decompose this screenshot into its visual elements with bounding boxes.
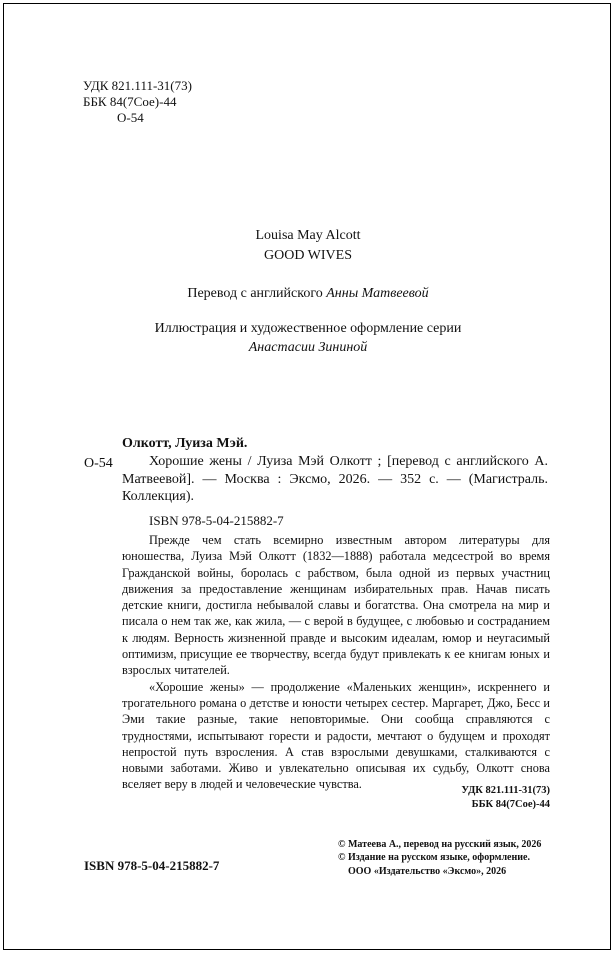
udk-code: УДК 821.111-31(73) (83, 78, 192, 93)
illustration-credit: Иллюстрация и художественное оформление серии (154, 321, 462, 336)
translation-credit (0, 286, 616, 302)
copyright-line: ООО «Издательство «Эксмо», 2026 (348, 865, 507, 877)
illustrator-name: Анастасии Зининой (248, 340, 368, 355)
bottom-classification-codes (461, 784, 550, 811)
annotation-paragraph: Прежде чем стать всемирно известным автором литературы для юношества, Луиза Мэй Олкотт (1832—1888) работала медсестрой во время Гражданской войны, боролась с рабством, была одной из первых участниц движения за предоставление женщинам избирательных прав. Начав писать детские книги, достигла небывалой славы и богатства. Она смотрела на мир и писала о нем так же, как жила, — с верой в будущее, с любовью и состраданием к людям. Верность жизненной правде и высоким идеалам, юмор и неугасимый оптимизм, присущие ее творчеству, всегда будут привлекать к ее книгам юных и взрослых читателей. (122, 533, 550, 678)
isbn: ISBN 978-5-04-215882-7 (149, 513, 284, 528)
copyright-line: © Издание на русском языке, оформление. (338, 852, 530, 864)
annotation-paragraph: «Хорошие жены» — продолжение «Маленьких женщин», искреннего и трогательного романа о детстве и юности четырех сестер. Маргарет, Джо, Бесс и Эми такие разные, такие неповторимые. Они сообща справляются с трудностями, испытывают горести и радости, мечтают о будущем и проходят непростой путь взросления. А став взрослыми девушками, сталкиваются с новыми заботами. Живо и увлекательно описывая их судьбу, Олкотт снова вселяет веру в людей и человеческие чувства. (122, 679, 550, 792)
author-mark: О-54 (117, 110, 144, 125)
bbk-code: ББК 84(7Сое)-44 (83, 94, 177, 109)
original-title: GOOD WIVES (263, 248, 352, 263)
isbn-bottom: ISBN 978-5-04-215882-7 (84, 858, 220, 873)
translation-prefix: Перевод с английского (187, 286, 323, 301)
bibliographic-description: Хорошие жены / Луиза Мэй Олкотт ; [перевод с английского А. Матвеевой]. — Москва : Эксмо, 2026. — 352 с. — (Магистраль. Коллекция). (122, 454, 548, 504)
copyright-line: © Матеева А., перевод на русский язык, 2026 (338, 839, 542, 850)
annotation (122, 532, 550, 793)
bbk-code-bottom: ББК 84(7Сое)-44 (471, 798, 550, 810)
copyright-block (338, 838, 541, 878)
udk-code-bottom: УДК 821.111-31(73) (461, 785, 550, 796)
classification-codes (83, 78, 192, 126)
translator-name: Анны Матвеевой (326, 286, 429, 301)
original-author: Louisa May Alcott (255, 228, 361, 243)
author-heading: Олкотт, Луиза Мэй. (122, 436, 248, 451)
class-mark: О-54 (84, 456, 113, 471)
